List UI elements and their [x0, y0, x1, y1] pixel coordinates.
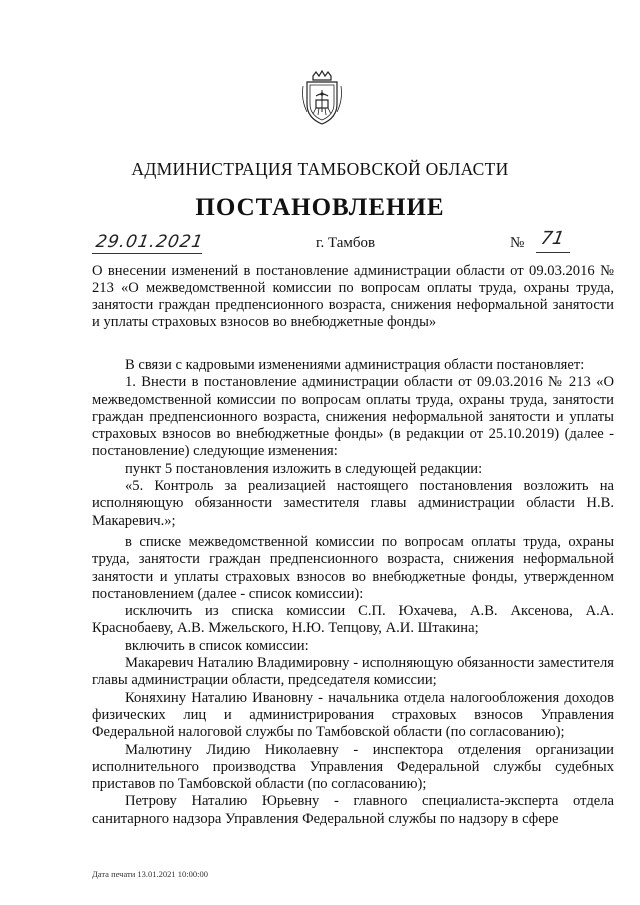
number-underline: [536, 252, 570, 253]
body-paragraph: В связи с кадровыми изменениями администрация области постановляет:: [125, 357, 585, 373]
body-paragraph: Макаревич Наталию Владимировну - исполняющую обязанности заместителя главы администрации области, председателя комиссии;: [92, 655, 614, 689]
body-paragraph: пункт 5 постановления изложить в следующей редакции:: [125, 460, 483, 477]
document-city: г. Тамбов: [316, 235, 376, 251]
document-number: 71: [539, 228, 566, 249]
print-date-footer: Дата печати 13.01.2021 10:00:00: [92, 869, 208, 879]
body-paragraph: Малютину Лидию Николаевну - инспектора отделения организации исполнительного производства Управления Федеральной службы судебных приставов по Тамбовской области (по согласованию);: [92, 741, 614, 793]
coat-of-arms-icon: [299, 70, 345, 126]
document-subject: О внесении изменений в постановление администрации области от 09.03.2016 № 213 «О межведомственной комиссии по вопросам оплаты труда, охраны труда, занятости граждан предпенсионного возраста, снижения неформальной занятости и уплаты страховых взносов во внебюджетные фонды»: [92, 263, 614, 330]
body-paragraph: «5. Контроль за реализацией настоящего постановления возложить на исполняющую обязанности заместителя главы администрации области Н.В. Макаревич.»;: [92, 478, 614, 529]
body-paragraph: в списке межведомственной комиссии по вопросам оплаты труда, охраны труда, занятости граждан предпенсионного возраста, снижения неформальной занятости и уплаты страховых взносов во внебюджетные фонды, утвержденном постановлением (далее - список комиссии):: [92, 533, 614, 602]
number-sign: №: [510, 235, 525, 251]
date-underline: [92, 253, 202, 254]
body-paragraph: Коняхину Наталию Ивановну - начальника отдела налогообложения доходов физических лиц и администрирования страховых взносов Управления Федеральной налоговой службы по Тамбовской области (по согласованию);: [92, 689, 614, 741]
body-paragraph: 1. Внести в постановление администрации области от 09.03.2016 № 213 «О межведомственной комиссии по вопросам оплаты труда, охраны труда, занятости граждан предпенсионного возраста, снижения неформальной занятости и уплаты страховых взносов во внебюджетные фонды» (в редакции от 25.10.2019) (далее - постановление) следующие изменения:: [92, 374, 614, 460]
body-paragraph: исключить из списка комиссии С.П. Юхачева, А.В. Аксенова, А.А. Краснобаеву, А.В. Мжельского, Н.Ю. Тепцову, А.И. Штакина;: [92, 603, 614, 637]
document-date: 29.01.2021: [94, 232, 206, 252]
document-body: [92, 357, 614, 828]
body-paragraph: Петрову Наталию Юрьевну - главного специалиста-эксперта отдела санитарного надзора Управления Федеральной службы по надзору в сфере: [92, 793, 614, 827]
document-type-title: ПОСТАНОВЛЕНИЕ: [195, 194, 445, 221]
body-paragraph: включить в список комиссии:: [125, 637, 309, 654]
organization-name: АДМИНИСТРАЦИЯ ТАМБОВСКОЙ ОБЛАСТИ: [131, 159, 509, 179]
